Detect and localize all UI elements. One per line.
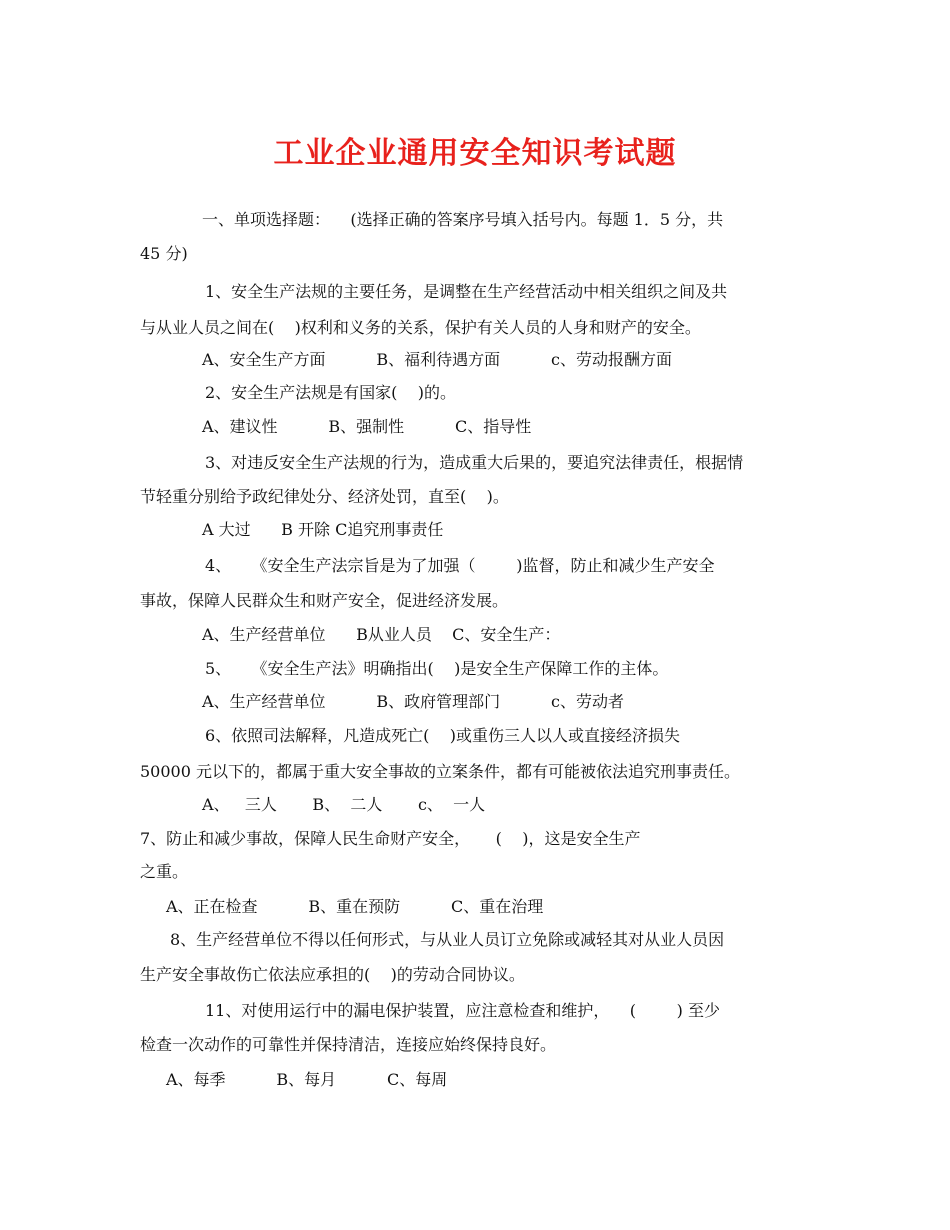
- question-1-options: A、安全生产方面 B、福利待遇方面 c、劳动报酬方面: [202, 350, 672, 369]
- text-line: 事故，保障人民群众生和财产安全，促进经济发展。: [140, 591, 509, 610]
- question-3: 3、对违反安全生产法规的行为，造成重大后果的，要追究法律责任，根据情: [205, 453, 744, 472]
- question-2-options: A、建议性 B、强制性 C、指导性: [202, 417, 532, 436]
- text-line: 生产安全事故伤亡依法应承担的( )的劳动合同协议。: [140, 965, 525, 984]
- question-5-options: A、生产经营单位 B、政府管理部门 c、劳动者: [202, 692, 624, 711]
- text-line: 节轻重分别给予政纪律处分、经济处罚，直至( )。: [140, 487, 509, 506]
- section-heading: 一、单项选择题： (选择正确的答案序号填入括号内。每题 1．5 分，共: [202, 210, 724, 229]
- question-11: 11、对使用运行中的漏电保护装置，应注意检查和维护， ( ) 至少: [205, 1001, 720, 1020]
- question-6-options: A、 三人 B、 二人 c、 一人: [202, 795, 486, 814]
- question-7-options: A、正在检查 B、重在预防 C、重在治理: [166, 897, 544, 916]
- text-line: 45 分): [140, 244, 188, 263]
- question-3-options: A 大过 B 开除 C追究刑事责任: [202, 520, 444, 539]
- text-line: 检查一次动作的可靠性并保持清洁，连接应始终保持良好。: [140, 1035, 557, 1054]
- question-8: 8、生产经营单位不得以任何形式，与从业人员订立免除或减轻其对从业人员因: [170, 930, 725, 949]
- question-4-options: A、生产经营单位 B从业人员 C、安全生产：: [202, 625, 561, 644]
- text-line: 之重。: [140, 862, 189, 881]
- question-5: 5、 《安全生产法》明确指出( )是安全生产保障工作的主体。: [205, 659, 669, 678]
- text-line: 50000 元以下的，都属于重大安全事故的立案条件，都有可能被依法追究刑事责任。: [140, 762, 740, 781]
- question-2: 2、安全生产法规是有国家( )的。: [205, 383, 457, 402]
- question-4: 4、 《安全生产法宗旨是为了加强（ )监督，防止和减少生产安全: [205, 556, 715, 575]
- text-line: 与从业人员之间在( )权利和义务的关系，保护有关人员的人身和财产的安全。: [140, 318, 701, 337]
- question-6: 6、依照司法解释，凡造成死亡( )或重伤三人以人或直接经济损失: [205, 726, 681, 745]
- question-7: 7、防止和减少事故，保障人民生命财产安全， ( )，这是安全生产: [140, 829, 641, 848]
- question-1: 1、安全生产法规的主要任务，是调整在生产经营活动中相关组织之间及共: [205, 282, 728, 301]
- page-title: 工业企业通用安全知识考试题: [273, 136, 677, 171]
- question-11-options: A、每季 B、每月 C、每周: [166, 1070, 448, 1089]
